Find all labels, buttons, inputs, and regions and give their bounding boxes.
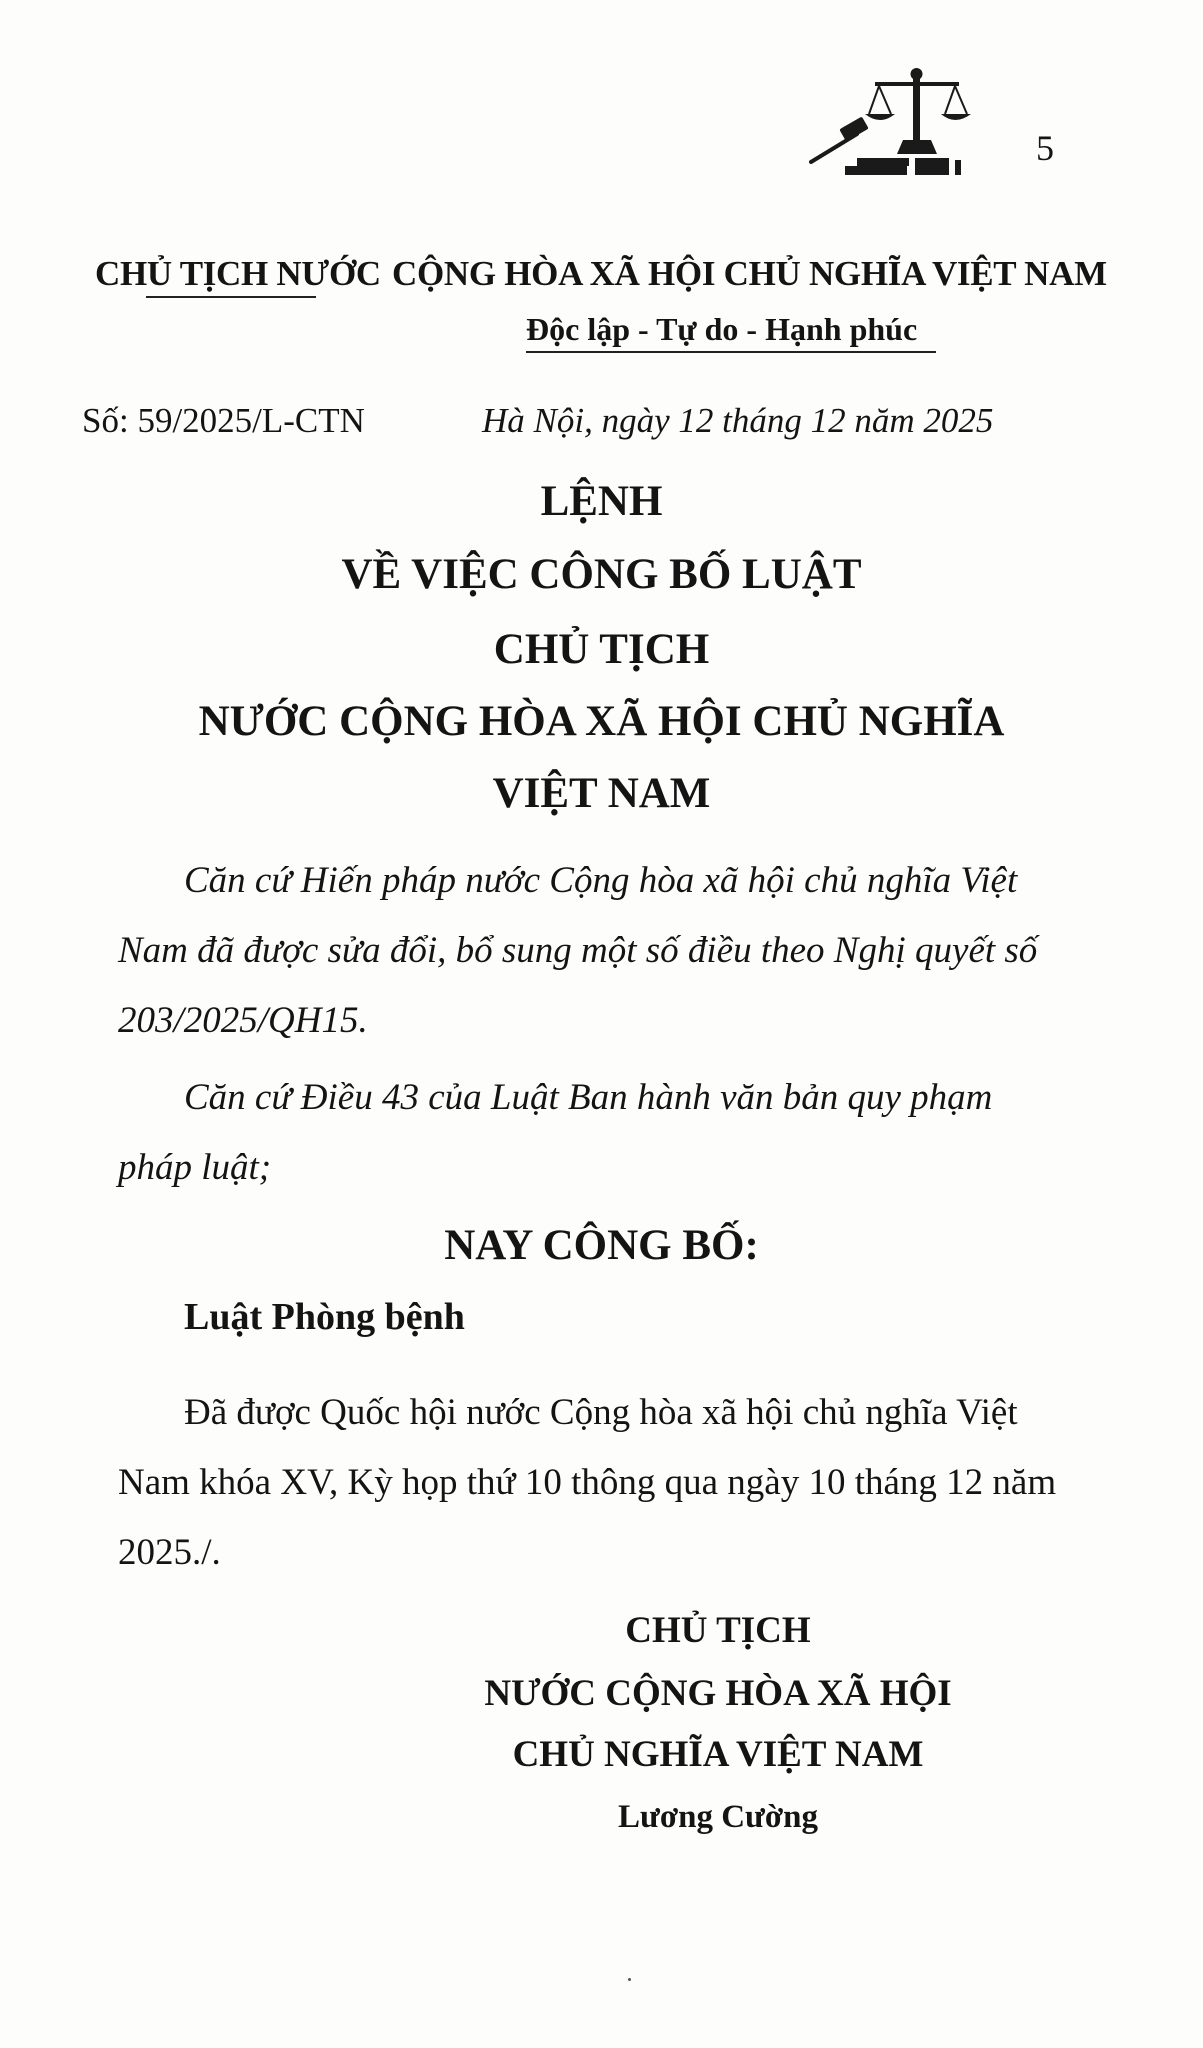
announcement-heading: NAY CÔNG BỐ: xyxy=(444,1222,759,1269)
issuing-authority: CHỦ TỊCH NƯỚC xyxy=(95,254,381,293)
signer-name: Lương Cường xyxy=(618,1799,818,1835)
motto-underline xyxy=(526,351,936,353)
authority-title-line-3: VIỆT NAM xyxy=(492,770,711,817)
signature-title-line-2: NƯỚC CỘNG HÒA XÃ HỘI xyxy=(484,1673,952,1714)
page-speck xyxy=(628,1978,631,1981)
authority-title-line-1: CHỦ TỊCH xyxy=(493,626,710,673)
document-type-title: LỆNH xyxy=(540,478,663,525)
authority-title-line-2: NƯỚC CỘNG HÒA XÃ HỘI CHỦ NGHĨA xyxy=(198,698,1005,745)
legal-basis-constitution: Căn cứ Hiến pháp nước Cộng hòa xã hội chủ nghĩa Việt Nam đã được sửa đổi, bổ sung một số điều theo Nghị quyết số 203/2025/QH15. xyxy=(118,860,1038,1041)
signature-title-line-3: CHỦ NGHĨA VIỆT NAM xyxy=(512,1734,924,1775)
passage-statement: Đã được Quốc hội nước Cộng hòa xã hội chủ nghĩa Việt Nam khóa XV, Kỳ họp thứ 10 thông qua ngày 10 tháng 12 năm 2025./. xyxy=(118,1392,1057,1573)
issuer-underline xyxy=(146,296,316,298)
national-motto: Độc lập - Tự do - Hạnh phúc xyxy=(526,311,918,347)
document-number: Số: 59/2025/L-CTN xyxy=(82,401,365,440)
national-title: CỘNG HÒA XÃ HỘI CHỦ NGHĨA VIỆT NAM xyxy=(392,254,1107,293)
scales-of-justice-gavel-icon xyxy=(805,62,975,182)
page-number: 5 xyxy=(1036,128,1054,168)
law-name: Luật Phòng bệnh xyxy=(184,1296,465,1338)
document-subject-title: VỀ VIỆC CÔNG BỐ LUẬT xyxy=(341,551,862,598)
place-and-date: Hà Nội, ngày 12 tháng 12 năm 2025 xyxy=(482,401,994,440)
legal-basis-law: Căn cứ Điều 43 của Luật Ban hành văn bản quy phạm pháp luật; xyxy=(118,1077,993,1188)
signature-title-line-1: CHỦ TỊCH xyxy=(625,1610,811,1651)
